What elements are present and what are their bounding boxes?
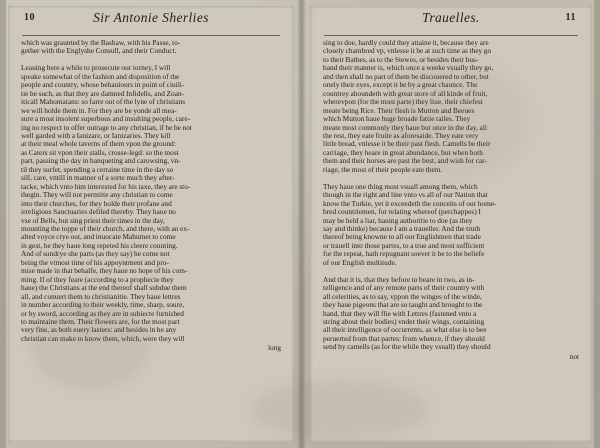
text-line: which was graunted by the Bashaw, with his Passe, to- <box>21 39 181 47</box>
text-line: send by camells (as for the while they vsuall) they should <box>323 343 491 352</box>
text-line <box>21 56 281 64</box>
text-line: wherevpon (for the most parte) they liue, their chiefest <box>323 98 483 107</box>
text-line: them and their horses are past the best, and wish for car- <box>323 157 487 166</box>
text-line: string about their bodies) vnder their wings, containing <box>323 317 485 326</box>
text-line: alted voyce crye out, and inuocate Mahumet to come <box>21 233 176 242</box>
text-line: tacke, which vnto him interested for his taxe, they are sto- <box>21 182 191 191</box>
text-line: meate most commonly they haue but once in the day, all <box>323 123 487 132</box>
page-edge-left <box>0 0 6 448</box>
text-line: carriage, they heare in great abundance, but when both <box>323 148 483 157</box>
text-line: though in the right and line vnto vs all of our Nation that <box>323 191 488 200</box>
text-line: mounting the toppe of their church, and there, with an ex- <box>21 224 190 233</box>
text-line: all their intelligence of occurrents, as what else is to bee <box>323 326 487 335</box>
text-line: people and country, whose behauiours in point of ciuili- <box>21 81 185 90</box>
text-line: countrey aboundeth with great store of all kinde of fruit, <box>323 89 488 98</box>
text-line <box>323 174 579 182</box>
text-line: in gest, he they haue long repeted his cleere counting. <box>21 241 178 250</box>
text-line: And of sundrye she parts (as they say) he come not <box>21 250 170 259</box>
text-line: well garded with a Ianizare, or Ianizaries. They kill <box>21 131 171 140</box>
text-line: And that it is, that they before to beare in two, as in- <box>323 275 475 284</box>
text-line: til they surfet, spending a certaine time in the day so <box>21 165 174 174</box>
page-edge-right <box>594 0 600 448</box>
text-line: say and thinke) because I am a traueller. And the truth <box>323 224 481 233</box>
text-line: haue) the Christians at the end thereof shall subdue them <box>21 284 187 293</box>
verso-folio-number: 10 <box>24 12 35 23</box>
text-line: They haue one thing most vsuall among them, which <box>323 182 478 191</box>
verso-header-rule <box>22 35 280 36</box>
text-line: into their churches, for they holde their profane and <box>21 199 172 208</box>
text-line: or by sword, according as they are in subiecte furnished <box>21 309 185 318</box>
text-line: sill, care, vntill in manner of a sorte much they after- <box>21 174 175 183</box>
text-line: vse of Bells, but sing priest their times in the day, <box>21 216 165 225</box>
text-line: meate being Rice. Their flesh is Mutton and Beeues <box>323 106 475 115</box>
text-line: thegin. They will not permitte any christian to come <box>21 191 173 200</box>
text-line: closely chambred vp, vnlesse it be at such time as they go <box>323 47 492 56</box>
text-line: riage, the most of their people eate them. <box>323 165 443 174</box>
text-line: speake somewhat of the fashion and disposition of the <box>21 72 180 81</box>
text-line: ing no respect to offer outrage to any christian, if he be not <box>21 123 192 132</box>
text-line: mise made in that behalfe, they haue no hope of his com- <box>21 267 188 276</box>
text-line: we will holde them in. For they are be yonde all mea- <box>21 106 177 115</box>
book-gutter <box>297 0 306 448</box>
text-line: hand, that they will flie with Lettres (fastened vnto a <box>323 309 477 318</box>
text-line: telligence and of any remote parts of their country with <box>323 284 485 293</box>
text-line: for the repeat, hath repugnant soever it be to the beliefe <box>323 250 485 259</box>
text-line: little bread, vnlesse it be their past flesh. Camells be their <box>323 140 491 149</box>
text-line: being the vtmost time of his appoyntment and pro- <box>21 258 169 267</box>
text-line: ming. If of they feare (according to a prophecie they <box>21 275 174 284</box>
text-line: bred countriemen, for relating whereof (perchappes) I <box>323 208 481 217</box>
text-line: as Caters sit vpon their stalls, crosse-legd: so the most <box>21 148 179 157</box>
text-line: tie be such, as that they are damned Infidells, and Zoan- <box>21 89 185 98</box>
recto-text-block <box>323 39 579 352</box>
text-line: of our English multitude. <box>323 258 397 267</box>
text-line: they haue pigeons that are so taught and brought to the <box>323 301 483 310</box>
verso-running-title: Sir Antonie Sherlies <box>93 10 209 25</box>
text-line: to their Bathes, as to the Stewes, or besides their hus- <box>323 55 479 64</box>
text-line: at their meal whole taverns of them vpon the ground: <box>21 140 176 149</box>
recto-folio-number: 11 <box>565 12 576 23</box>
text-line: know the Turkie, yet it exceedeth the conceits of our home- <box>323 199 497 208</box>
text-line: and then shall no part of them be discouered to other, but <box>323 72 489 81</box>
text-line: may be held a liar, hauing authoritie to doe (as they <box>323 216 473 225</box>
text-line: christian can make to know them, which, were they will <box>21 334 185 343</box>
text-line: irreligious Sanctuaries defiled thereby. They haue no <box>21 208 176 217</box>
text-line: the rest, they eate fruite as aforesaide. They eate very <box>323 131 479 140</box>
text-line: all, and conuert them to christianitie. They haue lettres <box>21 292 181 301</box>
verso-catchword: long <box>268 343 281 353</box>
text-line: band their manner is, which once a weeke vsually they go, <box>323 64 494 73</box>
recto-page <box>310 6 592 442</box>
recto-running-title: Trauelles. <box>422 10 480 25</box>
text-line: Leauing here a while to prosecute our iorney, I will <box>21 64 171 73</box>
verso-header <box>22 10 280 34</box>
text-line: sing to doe, hardly could they attaine it, because they are <box>323 39 489 47</box>
verso-page <box>8 6 294 442</box>
text-line: sure a most insolent superbous and insulting people, care- <box>21 115 191 124</box>
text-line: peruerted from that partes: from whence, if they should <box>323 334 485 343</box>
text-line: which Mutton haue huge broade fattie tailes. They <box>323 115 471 124</box>
text-line: in number according to their weekly, time, sharp, soure, <box>21 301 185 310</box>
verso-text-block <box>21 39 281 343</box>
text-line: or trauell into those partes, to a true and most sufficient <box>323 241 485 250</box>
text-line: onely their eyes, except it be by a great chaunce. The <box>323 81 478 90</box>
recto-catchword: not <box>569 351 579 361</box>
text-line: thereof being knowne to all our Englishmen that trade <box>323 233 481 242</box>
recto-header <box>324 10 578 34</box>
recto-header-rule <box>324 35 578 36</box>
text-line: to maintaine them. Their flowers are, for the most part <box>21 317 180 326</box>
text-line <box>323 267 579 275</box>
text-line: very fine, as both euery lasters: and besides in he any <box>21 326 177 335</box>
text-line: iticall Mahomatans: so farre out of the lyne of christians <box>21 98 186 107</box>
text-line: all celerities, as to say, vppon the winges of the winde, <box>323 292 482 301</box>
text-line: part, passing the day in banqueting and carowsing, vn- <box>21 157 181 166</box>
text-line: gether with the Englyshe Consull, and their Conduct. <box>21 47 177 56</box>
